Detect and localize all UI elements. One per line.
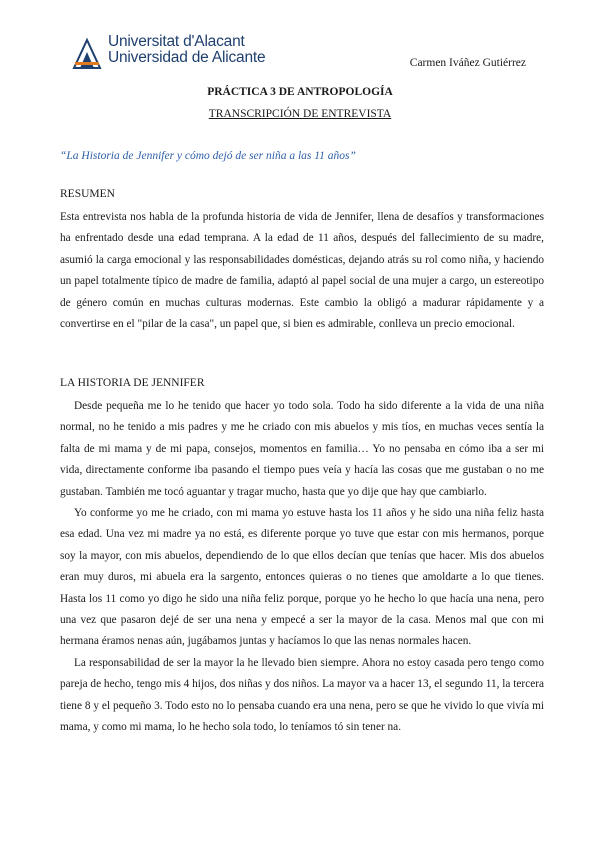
story-section: [60, 396, 544, 739]
summary-paragraph: Esta entrevista nos habla de la profunda historia de vida de Jennifer, llena de desafíos y transformaciones ha enfrentado desde una edad temprana. A la edad de 11 años, después del fallecimiento de su madre, asumió la carga emocional y las responsabilidades domésticas, dejando atrás su rol como niña, y haciendo un papel totalmente típico de madre de familia, adaptó al papel social de una mujer a cargo, un estereotipo de género común en muchas culturas modernas. Este cambio la obligó a madurar rápidamente y a convertirse en el "pilar de la casa", un papel que, si bien es admirable, conlleva un precio emocional.: [60, 211, 544, 331]
author-name: Carmen Iváñez Gutiérrez: [409, 57, 526, 69]
summary-heading: RESUMEN: [60, 188, 115, 200]
university-name-spanish: Universidad de Alicante: [108, 49, 266, 66]
story-paragraph: La responsabilidad de ser la mayor la he llevado bien siempre. Ahora no estoy casada pero tengo como pareja de hecho, tengo mis 4 hijos, dos niñas y dos niños. La mayor va a hacer 13, el segundo 11, la tercera tiene 8 y el pequeño 3. Todo esto no lo pensaba cuando era una nena, pero se que he vivido lo que vivía mi mama, y como mi mama, lo he hecho sola todo, lo teníamos tó sin tener na.: [60, 656, 544, 734]
story-paragraph: Yo conforme yo me he criado, con mi mama yo estuve hasta los 11 años y he sido una niña feliz hasta esa edad. Una vez mi madre ya no está, es diferente porque yo tuve que estar con mis hermanos, porque soy la mayor, con mis abuelos, dependiendo de lo que ellos decían que tenías que hacer. Mis dos abuelos eran muy duros, mi abuela era la sargento, entonces quieras o no tienes que amoldarte a lo que tienes. Hasta los 11 como yo digo he sido una niña feliz porque, porque yo he hecho lo que hacía una nena, pero una vez que pasaron dejé de ser una nena y empecé a ser la mayor de la casa. Menos mal que con mi hermana éramos nenas aún, jugábamos juntas y hacíamos lo que las nenas normales hacen.: [60, 507, 544, 648]
document-subtitle: [0, 108, 600, 120]
story-paragraph: Desde pequeña me lo he tenido que hacer yo todo sola. Todo ha sido diferente a la vida de una niña normal, no he tenido a mis padres y me he criado con mis abuelos y mis tíos, en muchas veces sentía la falta de mi mama y de mi papa, consejos, momentos en familia… Yo no pensaba en cómo iba a ser mi vida, directamente conforme iba pasando el tiempo pues veía y hacía las cosas que me gustaban o no me gustaban. También me tocó aguantar y tragar mucho, hasta que yo dije que hay que cambiarlo.: [60, 400, 544, 498]
story-heading: LA HISTORIA DE JENNIFER: [60, 377, 205, 389]
summary-section: [60, 207, 544, 335]
university-logo: [72, 34, 265, 70]
story-title: “La Historia de Jennifer y cómo dejó de ser niña a las 11 años”: [60, 150, 356, 162]
university-name: [108, 34, 265, 66]
document-subtitle-text: TRANSCRIPCIÓN DE ENTREVISTA: [208, 108, 392, 120]
university-name-valencian: Universitat d'Alacant: [108, 33, 245, 50]
document-title: PRÁCTICA 3 DE ANTROPOLOGÍA: [207, 86, 393, 98]
university-logo-icon: [72, 34, 102, 70]
